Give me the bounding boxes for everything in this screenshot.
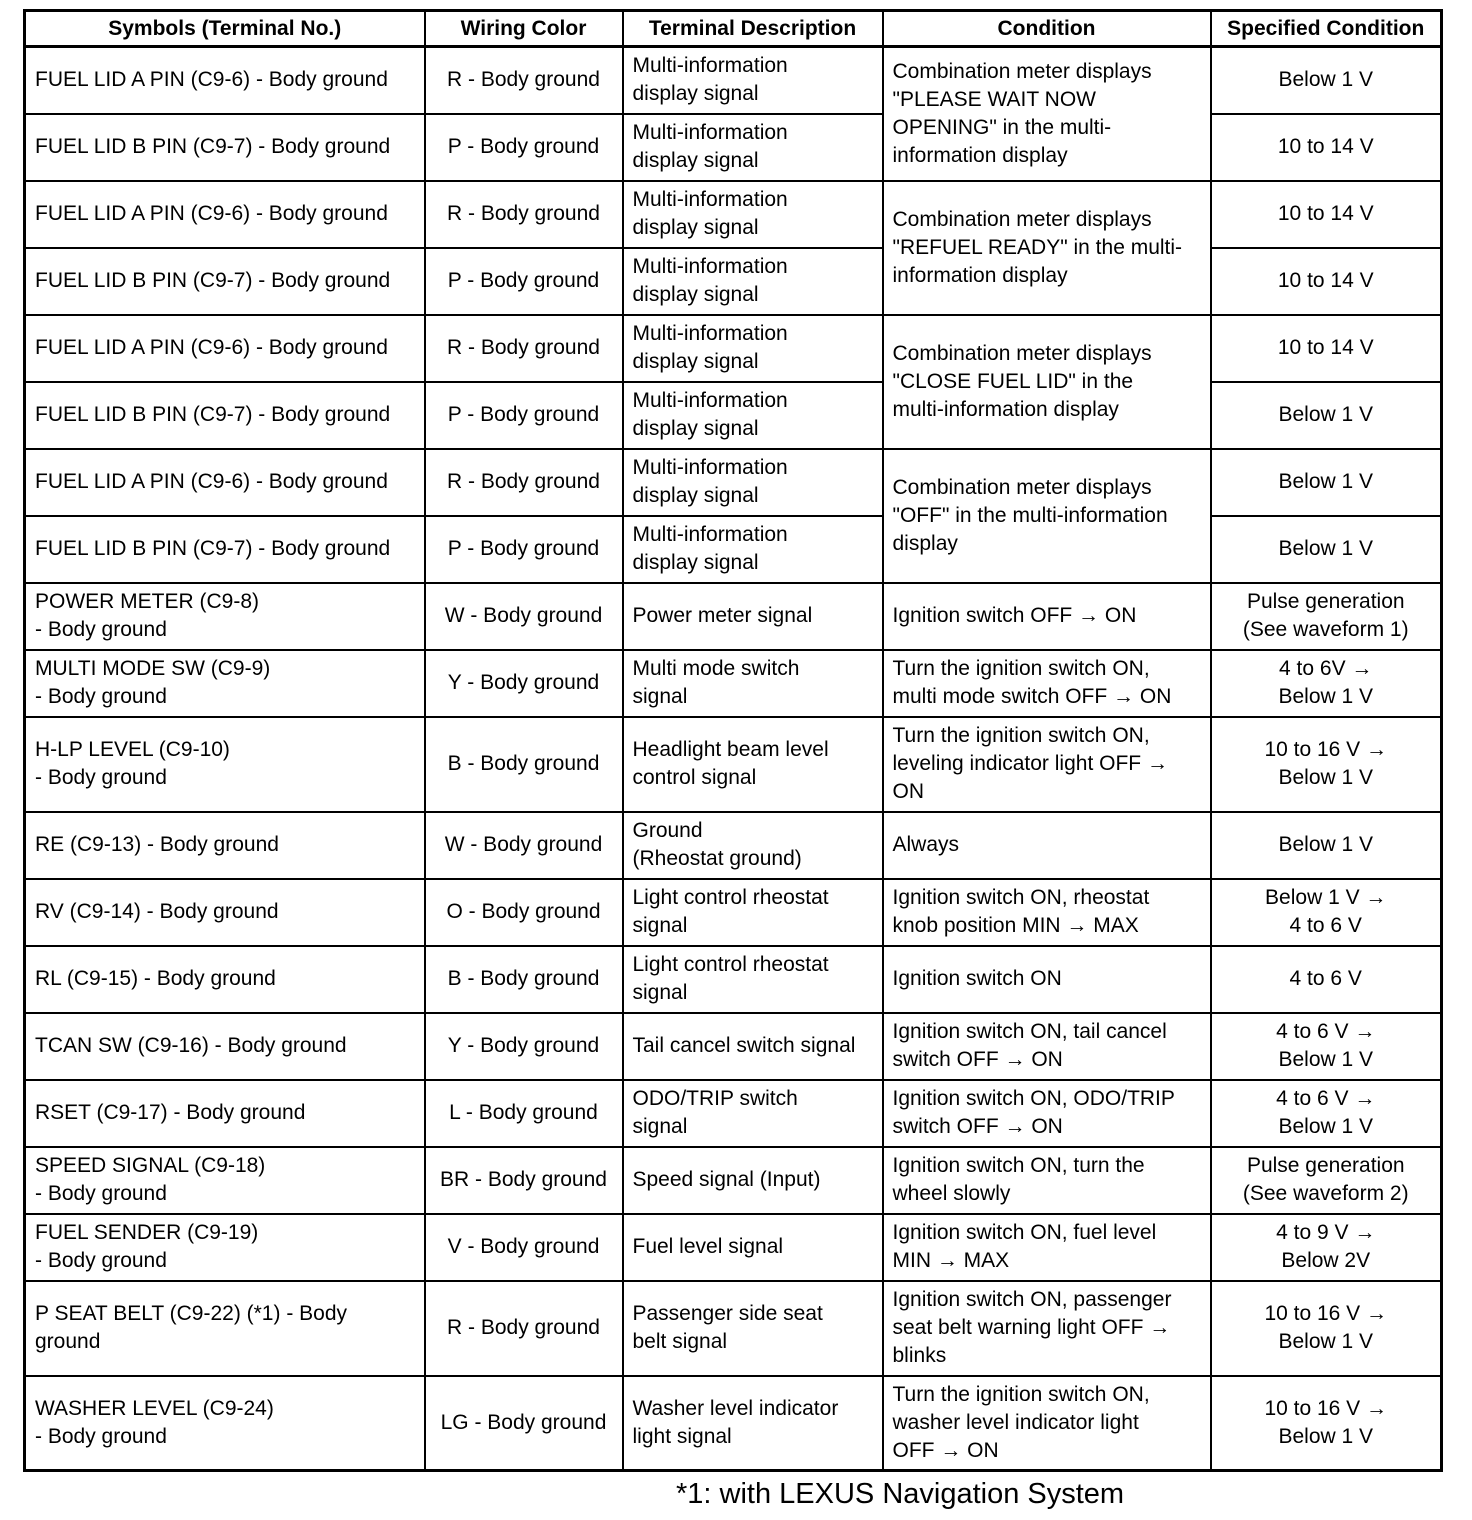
wiring-color-cell: R - Body ground [425,449,623,516]
terminal-table-container [23,9,1440,1472]
terminal-description-cell: Light control rheostat signal [623,879,883,946]
condition-cell: Ignition switch ON, ODO/TRIP switch OFF → ON [883,1080,1211,1147]
symbol-cell: RE (C9-13) - Body ground [25,812,425,879]
table-row [25,47,1442,114]
terminal-specification-table [23,9,1443,1472]
terminal-description-cell: Multi-information display signal [623,516,883,583]
symbol-cell: POWER METER (C9-8) - Body ground [25,583,425,650]
table-row [25,650,1442,717]
symbol-cell: RSET (C9-17) - Body ground [25,1080,425,1147]
terminal-description-cell: Passenger side seat belt signal [623,1281,883,1376]
wiring-color-cell: R - Body ground [425,315,623,382]
wiring-color-cell: L - Body ground [425,1080,623,1147]
wiring-color-cell: O - Body ground [425,879,623,946]
condition-cell: Always [883,812,1211,879]
wiring-color-cell: LG - Body ground [425,1376,623,1471]
wiring-color-cell: BR - Body ground [425,1147,623,1214]
condition-cell: Ignition switch ON, fuel level MIN → MAX [883,1214,1211,1281]
table-row [25,248,1442,315]
condition-cell: Ignition switch ON, turn the wheel slowly [883,1147,1211,1214]
symbol-cell: FUEL LID A PIN (C9-6) - Body ground [25,47,425,114]
table-body [25,47,1442,1471]
terminal-description-cell: Multi-information display signal [623,449,883,516]
wiring-color-cell: W - Body ground [425,812,623,879]
symbol-cell: FUEL LID B PIN (C9-7) - Body ground [25,382,425,449]
symbol-cell: WASHER LEVEL (C9-24) - Body ground [25,1376,425,1471]
condition-cell: Turn the ignition switch ON, multi mode switch OFF → ON [883,650,1211,717]
condition-cell: Ignition switch ON [883,946,1211,1013]
wiring-color-cell: Y - Body ground [425,650,623,717]
wiring-color-cell: Y - Body ground [425,1013,623,1080]
condition-cell: Combination meter displays "REFUEL READY" in the multi- information display [883,181,1211,315]
header-condition: Condition [883,11,1211,47]
terminal-description-cell: Tail cancel switch signal [623,1013,883,1080]
wiring-color-cell: R - Body ground [425,181,623,248]
symbol-cell: MULTI MODE SW (C9-9) - Body ground [25,650,425,717]
terminal-description-cell: Power meter signal [623,583,883,650]
condition-cell: Ignition switch OFF → ON [883,583,1211,650]
specified-condition-cell: 4 to 6V → Below 1 V [1211,650,1442,717]
specified-condition-cell: Below 1 V → 4 to 6 V [1211,879,1442,946]
symbol-cell: P SEAT BELT (C9-22) (*1) - Body ground [25,1281,425,1376]
terminal-description-cell: Multi-information display signal [623,315,883,382]
table-row [25,1281,1442,1376]
terminal-description-cell: Multi-information display signal [623,114,883,181]
terminal-description-cell: Multi-information display signal [623,248,883,315]
condition-cell: Combination meter displays "OFF" in the multi-information display [883,449,1211,583]
symbol-cell: FUEL LID A PIN (C9-6) - Body ground [25,181,425,248]
table-row [25,1376,1442,1471]
symbol-cell: TCAN SW (C9-16) - Body ground [25,1013,425,1080]
terminal-description-cell: Multi-information display signal [623,181,883,248]
terminal-description-cell: Multi-information display signal [623,47,883,114]
wiring-color-cell: V - Body ground [425,1214,623,1281]
symbol-cell: H-LP LEVEL (C9-10) - Body ground [25,717,425,812]
specified-condition-cell: Below 1 V [1211,516,1442,583]
specified-condition-cell: 10 to 16 V → Below 1 V [1211,717,1442,812]
table-row [25,717,1442,812]
condition-cell: Combination meter displays "PLEASE WAIT NOW OPENING" in the multi- information display [883,47,1211,181]
wiring-color-cell: P - Body ground [425,114,623,181]
terminal-description-cell: Multi-information display signal [623,382,883,449]
condition-cell: Ignition switch ON, passenger seat belt warning light OFF → blinks [883,1281,1211,1376]
condition-cell: Turn the ignition switch ON, leveling indicator light OFF → ON [883,717,1211,812]
table-row [25,382,1442,449]
table-row [25,315,1442,382]
terminal-description-cell: Ground (Rheostat ground) [623,812,883,879]
specified-condition-cell: 10 to 14 V [1211,181,1442,248]
condition-cell: Ignition switch ON, rheostat knob position MIN → MAX [883,879,1211,946]
wiring-color-cell: P - Body ground [425,382,623,449]
table-row [25,516,1442,583]
specified-condition-cell: 4 to 9 V → Below 2V [1211,1214,1442,1281]
wiring-color-cell: W - Body ground [425,583,623,650]
wiring-color-cell: R - Body ground [425,47,623,114]
specified-condition-cell: 4 to 6 V [1211,946,1442,1013]
symbol-cell: FUEL LID A PIN (C9-6) - Body ground [25,449,425,516]
specified-condition-cell: 4 to 6 V → Below 1 V [1211,1013,1442,1080]
wiring-color-cell: P - Body ground [425,516,623,583]
table-row [25,583,1442,650]
terminal-description-cell: Light control rheostat signal [623,946,883,1013]
specified-condition-cell: Below 1 V [1211,382,1442,449]
table-row [25,1147,1442,1214]
terminal-description-cell: Fuel level signal [623,1214,883,1281]
specified-condition-cell: Pulse generation (See waveform 2) [1211,1147,1442,1214]
table-row [25,449,1442,516]
table-row [25,1013,1442,1080]
table-header-row [25,11,1442,47]
terminal-description-cell: Speed signal (Input) [623,1147,883,1214]
symbol-cell: SPEED SIGNAL (C9-18) - Body ground [25,1147,425,1214]
specified-condition-cell: Below 1 V [1211,449,1442,516]
wiring-color-cell: B - Body ground [425,717,623,812]
condition-cell: Combination meter displays "CLOSE FUEL LID" in the multi-information display [883,315,1211,449]
header-wiring-color: Wiring Color [425,11,623,47]
wiring-color-cell: P - Body ground [425,248,623,315]
specified-condition-cell: 10 to 14 V [1211,315,1442,382]
table-row [25,181,1442,248]
table-row [25,879,1442,946]
specified-condition-cell: 10 to 16 V → Below 1 V [1211,1376,1442,1471]
wiring-color-cell: R - Body ground [425,1281,623,1376]
specified-condition-cell: Below 1 V [1211,812,1442,879]
specified-condition-cell: 4 to 6 V → Below 1 V [1211,1080,1442,1147]
terminal-description-cell: Washer level indicator light signal [623,1376,883,1471]
symbol-cell: FUEL LID B PIN (C9-7) - Body ground [25,516,425,583]
condition-cell: Ignition switch ON, tail cancel switch OFF → ON [883,1013,1211,1080]
specified-condition-cell: Pulse generation (See waveform 1) [1211,583,1442,650]
header-terminal-description: Terminal Description [623,11,883,47]
terminal-description-cell: Headlight beam level control signal [623,717,883,812]
wiring-color-cell: B - Body ground [425,946,623,1013]
table-row [25,946,1442,1013]
table-row [25,812,1442,879]
symbol-cell: FUEL SENDER (C9-19) - Body ground [25,1214,425,1281]
symbol-cell: FUEL LID B PIN (C9-7) - Body ground [25,114,425,181]
specified-condition-cell: 10 to 14 V [1211,114,1442,181]
terminal-description-cell: Multi mode switch signal [623,650,883,717]
symbol-cell: FUEL LID B PIN (C9-7) - Body ground [25,248,425,315]
table-row [25,114,1442,181]
header-symbols: Symbols (Terminal No.) [25,11,425,47]
symbol-cell: RL (C9-15) - Body ground [25,946,425,1013]
condition-cell: Turn the ignition switch ON, washer level indicator light OFF → ON [883,1376,1211,1471]
symbol-cell: RV (C9-14) - Body ground [25,879,425,946]
specified-condition-cell: Below 1 V [1211,47,1442,114]
header-specified-condition: Specified Condition [1211,11,1442,47]
specified-condition-cell: 10 to 16 V → Below 1 V [1211,1281,1442,1376]
symbol-cell: FUEL LID A PIN (C9-6) - Body ground [25,315,425,382]
table-row [25,1214,1442,1281]
terminal-description-cell: ODO/TRIP switch signal [623,1080,883,1147]
table-row [25,1080,1442,1147]
footnote: *1: with LEXUS Navigation System [676,1478,1125,1510]
specified-condition-cell: 10 to 14 V [1211,248,1442,315]
